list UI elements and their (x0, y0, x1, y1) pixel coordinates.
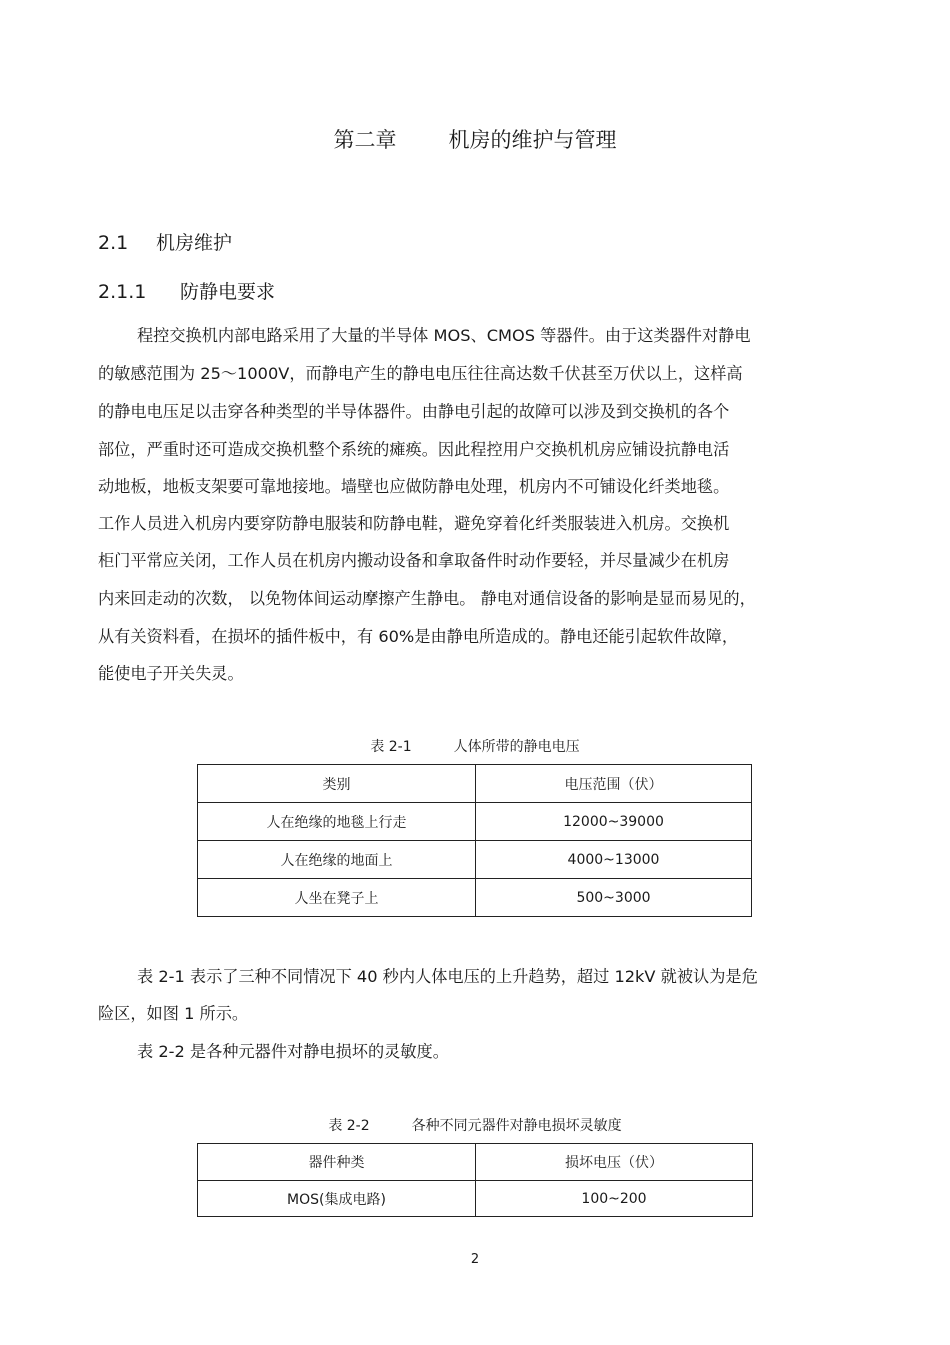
page-number: 2 (470, 1252, 480, 1267)
table-cell: MOS(集成电路) (198, 1181, 476, 1217)
paragraph-line: 的敏感范围为 25～1000V，而静电产生的静电电压往往高达数千伏甚至万伏以上，这样高 (98, 364, 743, 383)
paragraph-line: 动地板，地板支架要可靠地接地。墙壁也应做防静电处理，机房内不可铺设化纤类地毯。 (98, 477, 730, 496)
table-cell: 人在绝缘的地毯上行走 (198, 803, 476, 841)
paragraph-line: 险区，如图 1 所示。 (98, 1004, 249, 1023)
table-2-caption-title: 各种不同元器件对静电损坏灵敏度 (411, 1118, 622, 1134)
table-row (198, 879, 752, 917)
table-header-cell: 类别 (198, 765, 476, 803)
table-1 (197, 764, 752, 917)
table-row (198, 803, 752, 841)
paragraph-line: 工作人员进入机房内要穿防静电服装和防静电鞋，避免穿着化纤类服装进入机房。交换机 (98, 514, 730, 533)
paragraph-line: 从有关资料看，在损坏的插件板中，有 60%是由静电所造成的。静电还能引起软件故障， (98, 627, 739, 646)
paragraph-line: 部位，严重时还可造成交换机整个系统的瘫痪。因此程控用户交换机机房应铺设抗静电活 (98, 440, 730, 459)
paragraph-line: 程控交换机内部电路采用了大量的半导体 MOS、CMOS 等器件。由于这类器件对静电 (137, 326, 751, 345)
paragraph-line: 能使电子开关失灵。 (98, 664, 244, 683)
table-cell: 人在绝缘的地面上 (198, 841, 476, 879)
table-2-caption-number: 表 2-2 (328, 1118, 370, 1134)
table-header-cell: 电压范围（伏） (476, 765, 752, 803)
chapter-heading (0, 124, 950, 154)
chapter-title: 机房的维护与管理 (448, 128, 617, 152)
section-number: 2.1 (98, 232, 129, 254)
table-2-caption (0, 1115, 950, 1135)
table-cell: 人坐在凳子上 (198, 879, 476, 917)
table-1-caption-number: 表 2-1 (370, 739, 412, 755)
paragraph-line: 内来回走动的次数， 以免物体间运动摩擦产生静电。 静电对通信设备的影响是显而易见的， (98, 589, 756, 608)
table-header-row (198, 1144, 753, 1181)
table-1-caption-title: 人体所带的静电电压 (453, 739, 580, 755)
subsection-title: 防静电要求 (180, 281, 276, 303)
table-row (198, 841, 752, 879)
chapter-number: 第二章 (333, 128, 397, 152)
table-cell: 100~200 (476, 1181, 753, 1217)
table-cell: 4000~13000 (476, 841, 752, 879)
table-1-caption (0, 736, 950, 756)
paragraph-line: 柜门平常应关闭，工作人员在机房内搬动设备和拿取备件时动作要轻，并尽量减少在机房 (98, 551, 730, 570)
paragraph-3: 表 2-2 是各种元器件对静电损坏的灵敏度。 (137, 1042, 449, 1061)
paragraph-line: 的静电电压足以击穿各种类型的半导体器件。由静电引起的故障可以涉及到交换机的各个 (98, 402, 730, 421)
table-cell: 500~3000 (476, 879, 752, 917)
table-header-cell: 器件种类 (198, 1144, 476, 1181)
section-title: 机房维护 (156, 232, 233, 254)
paragraph-line: 表 2-1 表示了三种不同情况下 40 秒内人体电压的上升趋势，超过 12kV 就被认为是危 (137, 967, 758, 986)
table-cell: 12000~39000 (476, 803, 752, 841)
table-2 (197, 1143, 753, 1217)
section-heading (98, 228, 232, 255)
subsection-heading (98, 277, 275, 304)
table-header-cell: 损坏电压（伏） (476, 1144, 753, 1181)
table-header-row (198, 765, 752, 803)
table-row (198, 1181, 753, 1217)
subsection-number: 2.1.1 (98, 281, 147, 303)
